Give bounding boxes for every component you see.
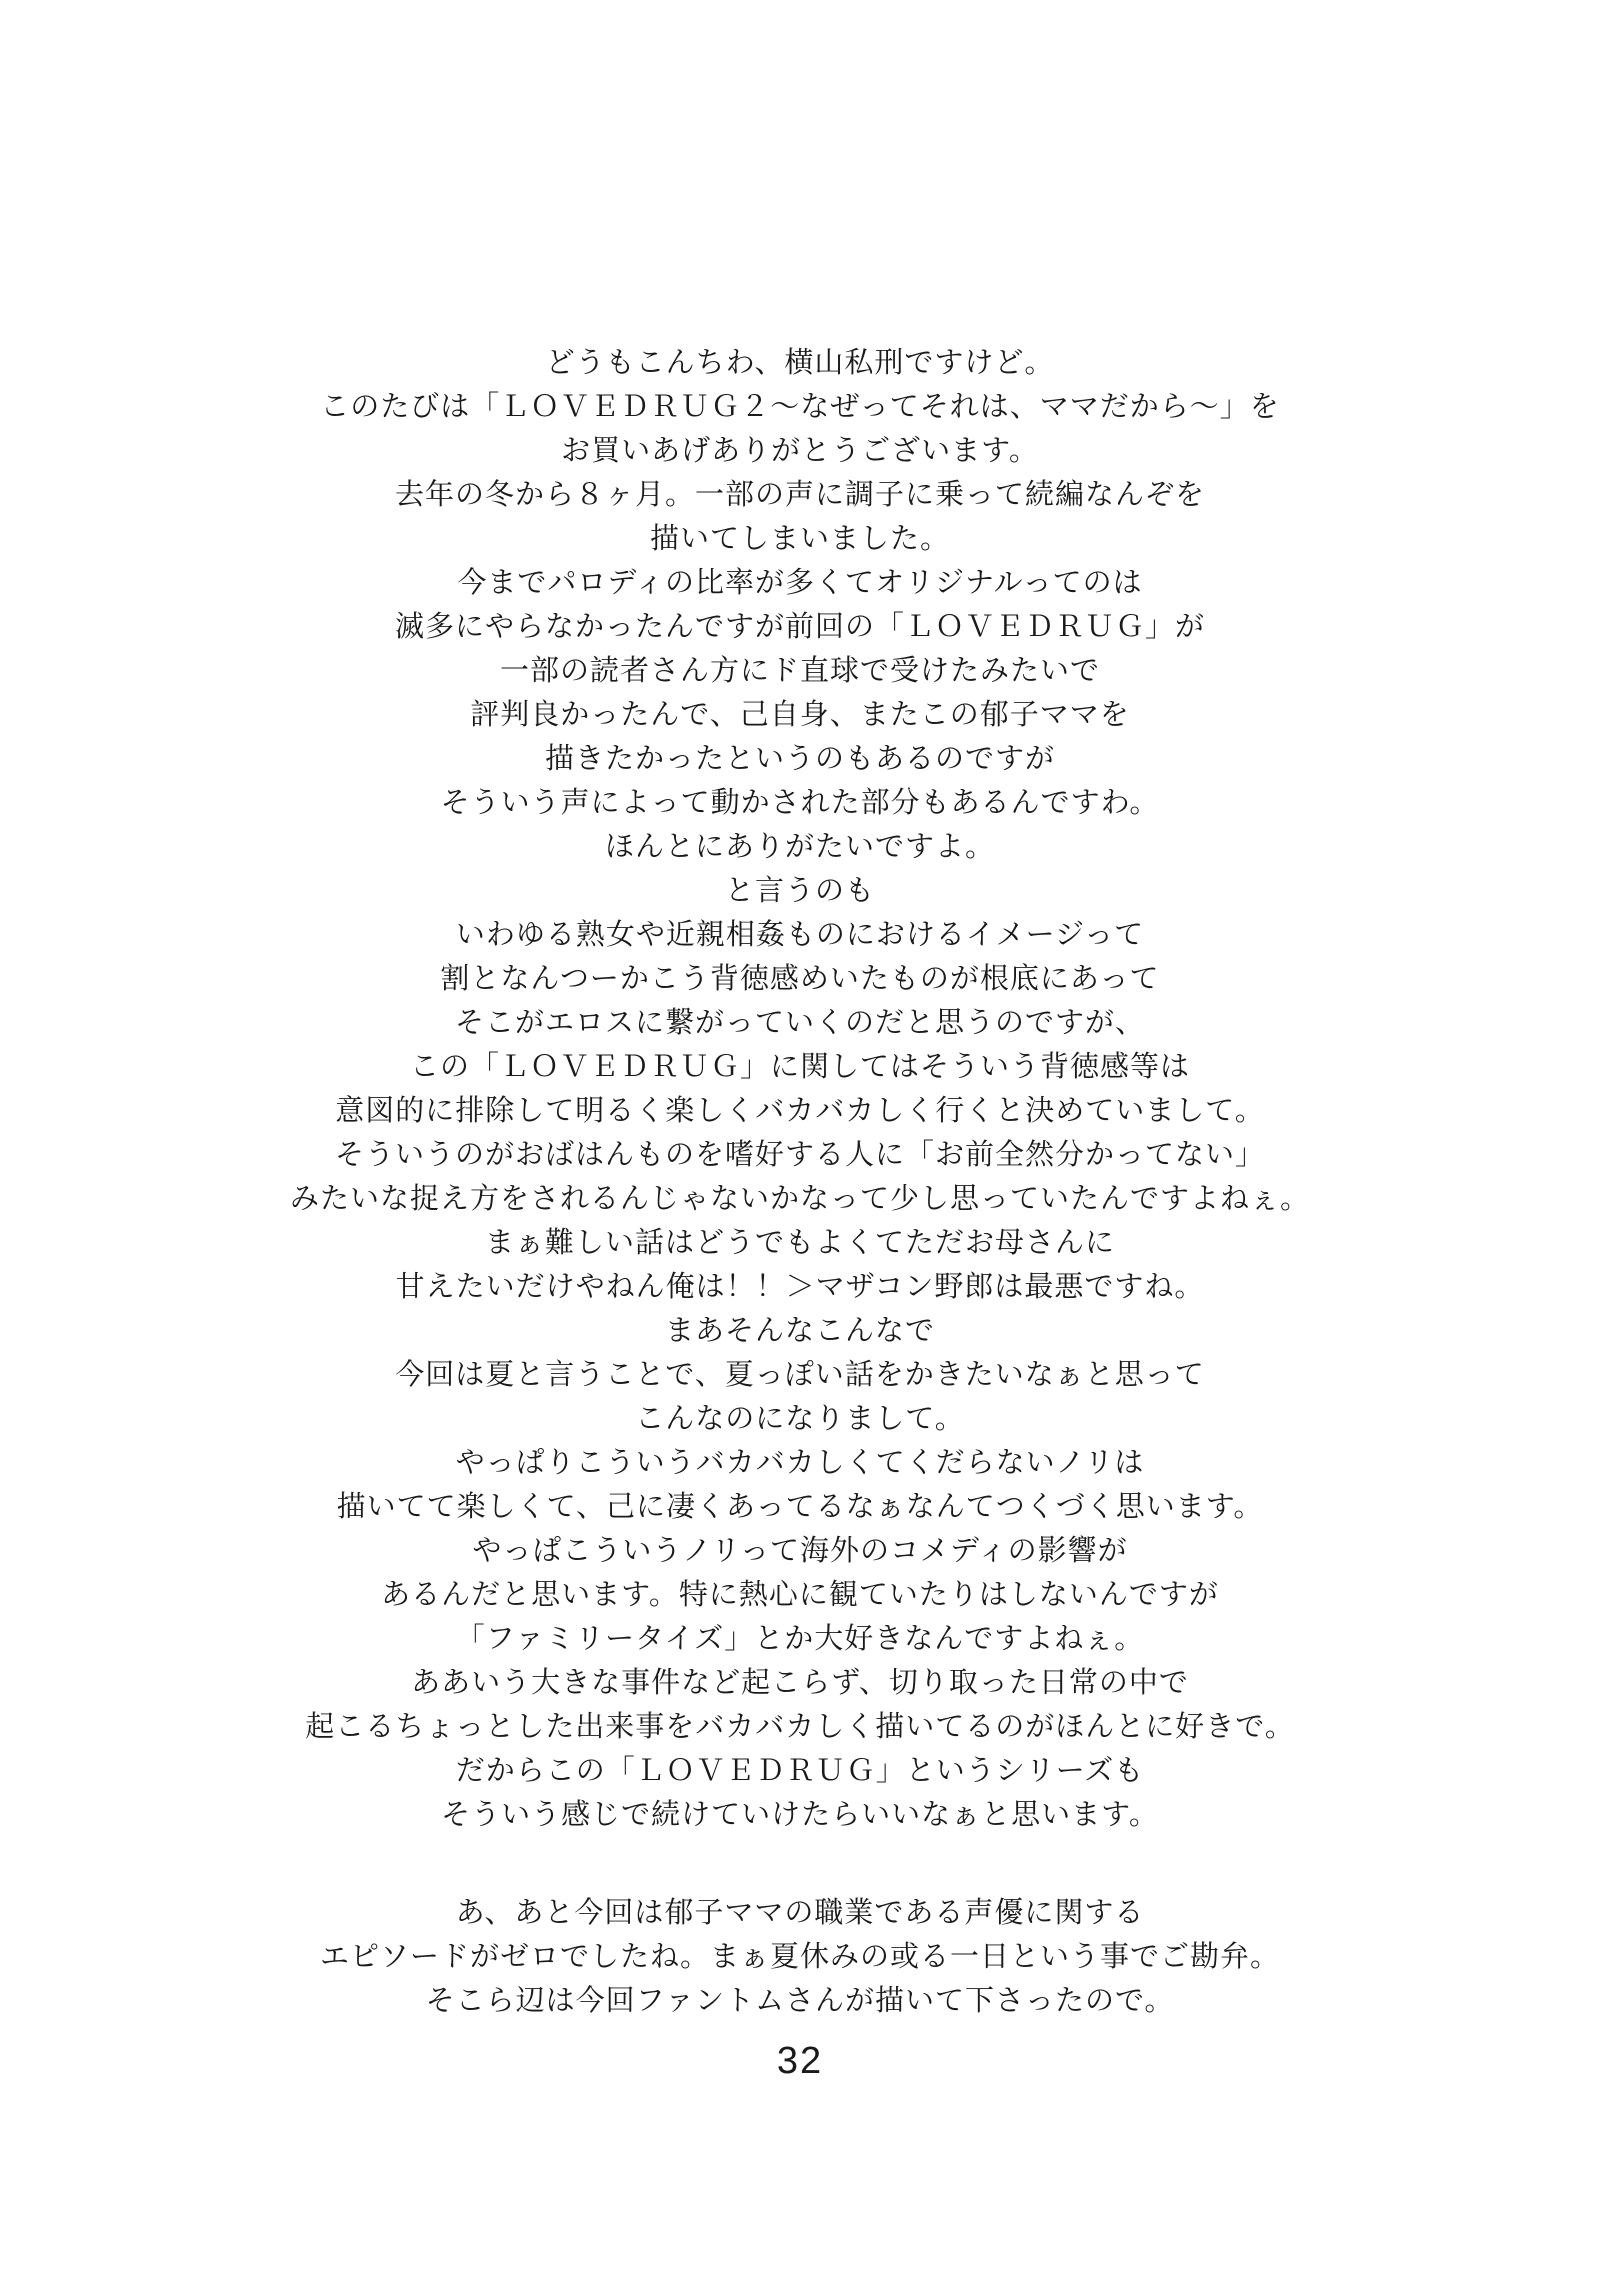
text-line: みたいな捉え方をされるんじゃないかなって少し思っていたんですよねぇ。	[289, 1181, 1310, 1215]
text-line: そこがエロスに繋がっていくのだと思うのですが、	[454, 1005, 1145, 1039]
text-line: 甘えたいだけやねん俺は！！＞マザコン野郎は最悪ですね。	[395, 1269, 1205, 1303]
afterword-main-text	[0, 340, 1600, 1836]
text-line: 一部の読者さん方にド直球で受けたみたいで	[499, 653, 1100, 687]
text-line: この「ＬＯＶＥＤＲＵＧ」に関してはそういう背徳感等は	[409, 1049, 1190, 1083]
text-line: そこら辺は今回ファントムさんが描いて下さったので。	[425, 1983, 1175, 2017]
text-line: あ、あと今回は郁子ママの職業である声優に関する	[455, 1895, 1145, 1929]
text-line: いわゆる熟女や近親相姦ものにおけるイメージって	[455, 917, 1145, 951]
text-line: やっぱこういうノリって海外のコメディの影響が	[472, 1533, 1128, 1567]
text-line: 滅多にやらなかったんですが前回の「ＬＯＶＥＤＲＵＧ」が	[394, 609, 1205, 643]
text-line: そういう感じで続けていけたらいいなぁと思います。	[441, 1797, 1159, 1831]
text-line: 描きたかったというのもあるのですが	[544, 741, 1055, 775]
text-line: 描いてしまいました。	[649, 521, 950, 555]
text-line: 今までパロディの比率が多くてオリジナルってのは	[457, 565, 1143, 599]
text-line: こんなのになりまして。	[635, 1401, 965, 1435]
text-line: このたびは「ＬＯＶＥＤＲＵＧ２〜なぜってそれは、ママだから〜」を	[320, 389, 1280, 423]
text-line: 起こるちょっとした出来事をバカバカしく描いてるのがほんとに好きで。	[305, 1709, 1295, 1743]
afterword-postscript	[0, 1890, 1600, 2022]
text-line: どうもこんちわ、横山私刑ですけど。	[545, 345, 1055, 379]
text-line: お買いあげありがとうございます。	[561, 433, 1039, 467]
text-line: と言うのも	[724, 873, 875, 907]
text-line: 割となんつーかこう背徳感めいたものが根底にあって	[440, 961, 1160, 995]
text-line: エピソードがゼロでしたね。まぁ夏休みの或る一日という事でご勘弁。	[319, 1939, 1280, 1973]
text-line: そういうのがおばはんものを嗜好する人に「お前全然分かってない」	[334, 1137, 1265, 1171]
text-line: だからこの「ＬＯＶＥＤＲＵＧ」というシリーズも	[455, 1753, 1145, 1787]
text-line: 今回は夏と言うことで、夏っぽい話をかきたいなぁと思って	[395, 1357, 1205, 1391]
text-line: 評判良かったんで、己自身、またこの郁子ママを	[470, 697, 1130, 731]
text-line: やっぱりこういうバカバカしくてくだらないノリは	[455, 1445, 1145, 1479]
text-line: ああいう大きな事件など起こらず、切り取った日常の中で	[411, 1665, 1189, 1699]
text-line: ほんとにありがたいですよ。	[604, 829, 995, 863]
text-line: まぁ難しい話はどうでもよくてただお母さんに	[484, 1225, 1115, 1259]
text-line: 「ファミリータイズ」とか大好きなんですよねぇ。	[455, 1621, 1145, 1655]
text-line: まあそんなこんなで	[664, 1313, 935, 1347]
text-line: 去年の冬から８ヶ月。一部の声に調子に乗って続編なんぞを	[394, 477, 1205, 511]
text-line: そういう声によって動かされた部分もあるんですわ。	[440, 785, 1160, 819]
page-number: 32	[776, 2040, 824, 2082]
text-line: 意図的に排除して明るく楽しくバカバカしく行くと決めていまして。	[335, 1093, 1265, 1127]
text-line: 描いてて楽しくて、己に凄くあってるなぁなんてつくづく思います。	[336, 1489, 1264, 1523]
text-line: あるんだと思います。特に熱心に観ていたりはしないんですが	[381, 1577, 1219, 1611]
